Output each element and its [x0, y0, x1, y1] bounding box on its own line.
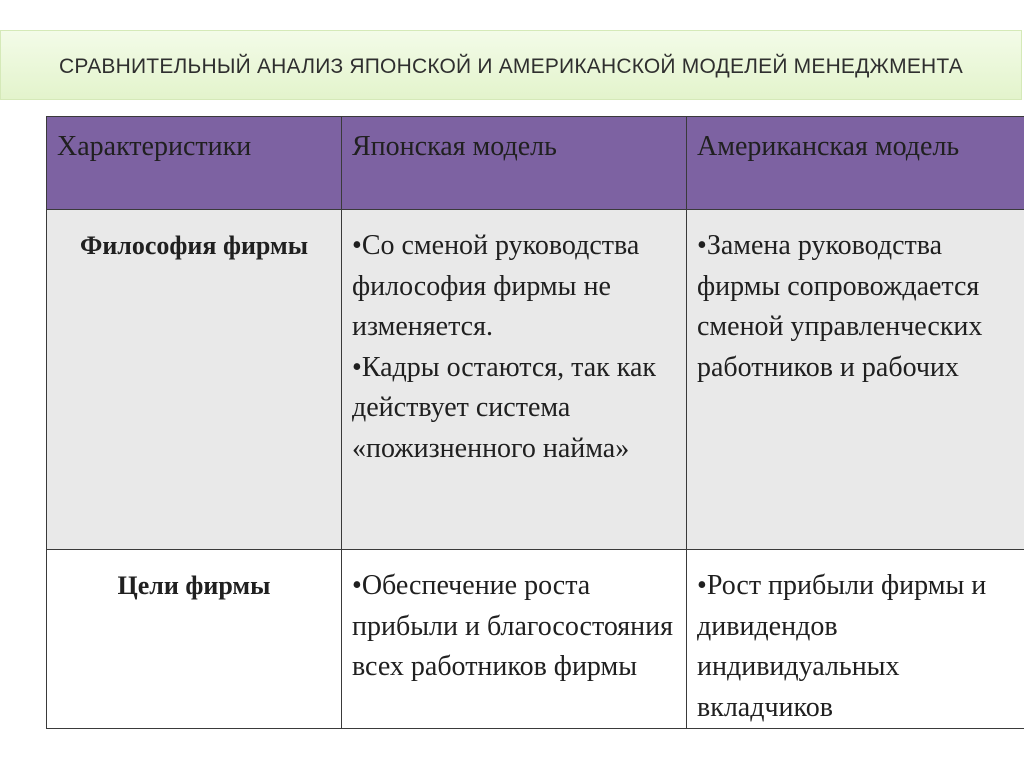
- row-label-philosophy: Философия фирмы: [47, 210, 342, 550]
- row-label-goals: Цели фирмы: [47, 550, 342, 729]
- header-american-model: Американская модель: [687, 117, 1024, 210]
- bullet-text: Со сменой руководства философия фирмы не изменяется.: [352, 230, 640, 342]
- table-row: [47, 550, 1024, 729]
- table-header-row: [47, 117, 1024, 210]
- cell-american-goals: [687, 550, 1024, 729]
- cell-japanese-philosophy: [342, 210, 687, 550]
- bullet-item: [352, 226, 676, 348]
- comparison-table: [46, 116, 1024, 729]
- bullet-text: Кадры остаются, так как действует система «пожизненного найма»: [352, 351, 656, 464]
- cell-japanese-goals: [342, 550, 687, 729]
- bullet-icon: •: [697, 570, 707, 601]
- bullet-icon: •: [352, 230, 362, 261]
- header-characteristics: Характеристики: [47, 117, 342, 210]
- bullet-icon: •: [697, 230, 707, 261]
- bullet-item: [352, 348, 676, 470]
- bullet-icon: •: [352, 351, 362, 383]
- cell-american-philosophy: [687, 210, 1024, 550]
- bullet-item: [352, 566, 676, 688]
- bullet-text: Рост прибыли фирмы и дивидендов индивидуальных вкладчиков: [697, 570, 987, 723]
- bullet-text: Обеспечение роста прибыли и благосостояния всех работников фирмы: [352, 570, 674, 682]
- bullet-item: [697, 566, 1016, 728]
- table-row: [47, 210, 1024, 550]
- slide-title: СРАВНИТЕЛЬНЫЙ АНАЛИЗ ЯПОНСКОЙ И АМЕРИКАНСКОЙ МОДЕЛЕЙ МЕНЕДЖМЕНТА: [59, 55, 963, 78]
- title-banner: [0, 30, 1022, 100]
- bullet-icon: •: [352, 570, 362, 601]
- header-japanese-model: Японская модель: [342, 117, 687, 210]
- bullet-text: Замена руководства фирмы сопровождается сменой управленческих работников и рабочих: [697, 230, 983, 383]
- bullet-item: [697, 226, 1016, 388]
